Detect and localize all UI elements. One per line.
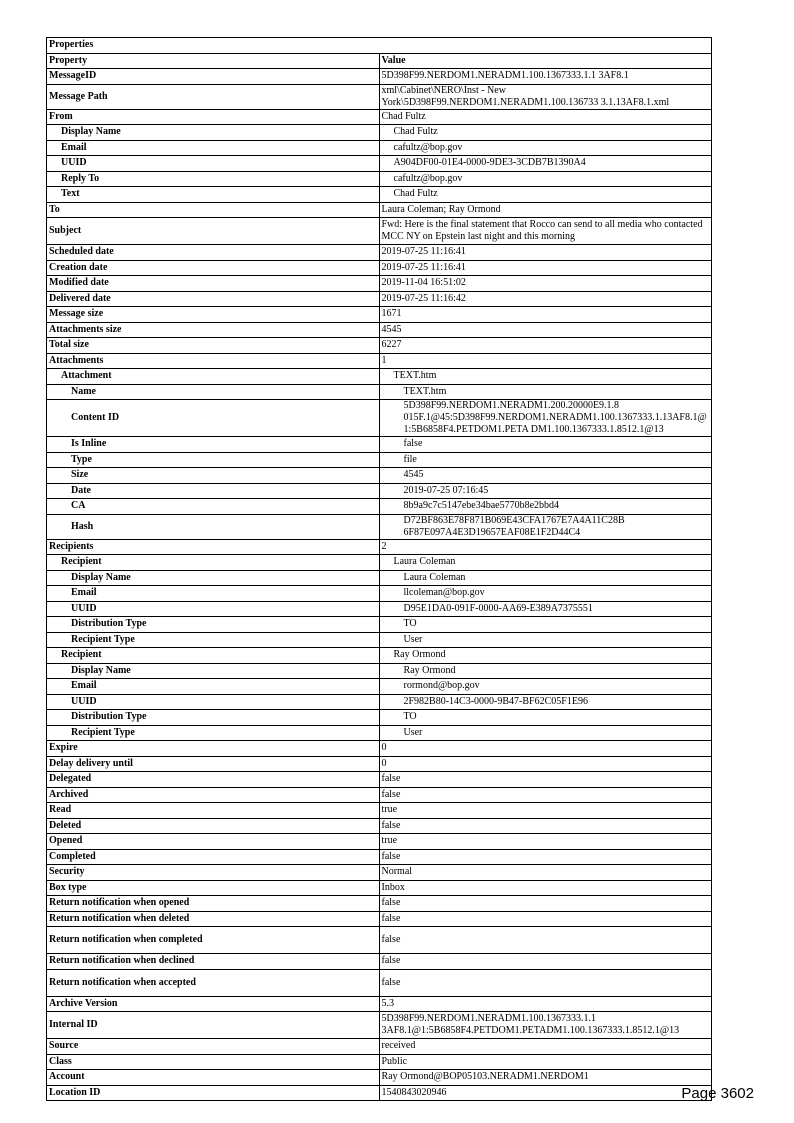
- properties-table-body: [47, 38, 712, 1101]
- property-name: Recipient Type: [47, 632, 380, 648]
- property-name: Size: [47, 468, 380, 484]
- page-number: Page 3602: [681, 1085, 754, 1102]
- table-row: [47, 1054, 712, 1070]
- property-name: Text: [47, 187, 380, 203]
- table-row: [47, 586, 712, 602]
- property-name: Class: [47, 1054, 380, 1070]
- property-name: Distribution Type: [47, 617, 380, 633]
- table-title: Properties: [47, 38, 712, 54]
- property-name: Archived: [47, 787, 380, 803]
- property-name: UUID: [47, 694, 380, 710]
- property-name: Display Name: [47, 570, 380, 586]
- property-name: Scheduled date: [47, 245, 380, 261]
- property-value: xml\Cabinet\NERO\Inst - New York\5D398F99.NERDOM1.NERADM1.100.136733 3.1.13AF8.1.xml: [379, 84, 712, 109]
- property-name: Hash: [47, 514, 380, 539]
- property-name: Attachment: [47, 369, 380, 385]
- property-name: Box type: [47, 880, 380, 896]
- property-name: Modified date: [47, 276, 380, 292]
- property-name: UUID: [47, 601, 380, 617]
- table-row: [47, 741, 712, 757]
- property-name: UUID: [47, 156, 380, 172]
- table-row: [47, 911, 712, 927]
- property-name: Total size: [47, 338, 380, 354]
- property-name: MessageID: [47, 69, 380, 85]
- table-row: [47, 156, 712, 172]
- property-name: Recipient: [47, 648, 380, 664]
- property-value: false: [379, 849, 712, 865]
- column-header-value: Value: [379, 53, 712, 69]
- table-row: [47, 710, 712, 726]
- table-row: [47, 338, 712, 354]
- column-header-property: Property: [47, 53, 380, 69]
- property-name: Name: [47, 384, 380, 400]
- property-value: Laura Coleman; Ray Ormond: [379, 202, 712, 218]
- table-row: [47, 896, 712, 912]
- property-name: Return notification when completed: [47, 927, 380, 954]
- table-row: [47, 276, 712, 292]
- property-value: 4545: [379, 322, 712, 338]
- property-name: Source: [47, 1039, 380, 1055]
- property-value: 0: [379, 741, 712, 757]
- property-name: Distribution Type: [47, 710, 380, 726]
- property-name: Is Inline: [47, 437, 380, 453]
- property-value: 2: [379, 539, 712, 555]
- property-value: TO: [379, 710, 712, 726]
- table-row: [47, 539, 712, 555]
- property-value: cafultz@bop.gov: [379, 140, 712, 156]
- property-name: Attachments: [47, 353, 380, 369]
- table-row: [47, 756, 712, 772]
- property-name: Internal ID: [47, 1012, 380, 1039]
- table-row: [47, 69, 712, 85]
- property-value: Ray Ormond: [379, 648, 712, 664]
- table-row: [47, 880, 712, 896]
- property-name: Return notification when declined: [47, 954, 380, 970]
- property-value: Laura Coleman: [379, 555, 712, 571]
- property-name: From: [47, 109, 380, 125]
- property-value: Inbox: [379, 880, 712, 896]
- properties-table: [46, 37, 712, 1101]
- property-name: Display Name: [47, 663, 380, 679]
- table-row: [47, 787, 712, 803]
- property-name: Location ID: [47, 1085, 380, 1101]
- property-value: cafultz@bop.gov: [379, 171, 712, 187]
- table-row: [47, 125, 712, 141]
- property-value: 5D398F99.NERDOM1.NERADM1.100.1367333.1.1 3AF8.1: [379, 69, 712, 85]
- property-value: 1: [379, 353, 712, 369]
- property-name: Completed: [47, 849, 380, 865]
- property-value: Chad Fultz: [379, 109, 712, 125]
- table-row: [47, 218, 712, 245]
- property-value: Laura Coleman: [379, 570, 712, 586]
- table-title-row: [47, 38, 712, 54]
- property-value: 5D398F99.NERDOM1.NERADM1.200.20000E9.1.8 015F.1@45:5D398F99.NERDOM1.NERADM1.100.1367333.1.13AF8.1@1:5B6858F4.PETDOM1.PETA DM1.100.1367333.1.8512.1@13: [379, 400, 712, 437]
- property-value: false: [379, 818, 712, 834]
- property-value: 2F982B80-14C3-0000-9B47-BF62C05F1E96: [379, 694, 712, 710]
- table-row: [47, 1012, 712, 1039]
- property-name: Delivered date: [47, 291, 380, 307]
- property-name: Message size: [47, 307, 380, 323]
- table-row: [47, 663, 712, 679]
- property-value: TO: [379, 617, 712, 633]
- table-row: [47, 679, 712, 695]
- property-name: Archive Version: [47, 996, 380, 1012]
- table-row: [47, 353, 712, 369]
- property-value: false: [379, 969, 712, 996]
- table-row: [47, 834, 712, 850]
- property-value: TEXT.htm: [379, 384, 712, 400]
- table-row: [47, 632, 712, 648]
- property-value: Fwd: Here is the final statement that Rocco can send to all media who contacted MCC NY on Epstein last night and this morning: [379, 218, 712, 245]
- table-row: [47, 140, 712, 156]
- property-name: Recipients: [47, 539, 380, 555]
- property-value: 6227: [379, 338, 712, 354]
- property-value: 2019-07-25 11:16:41: [379, 260, 712, 276]
- table-row: [47, 996, 712, 1012]
- property-value: received: [379, 1039, 712, 1055]
- property-value: 1671: [379, 307, 712, 323]
- property-value: 4545: [379, 468, 712, 484]
- property-name: Expire: [47, 741, 380, 757]
- table-row: [47, 452, 712, 468]
- property-name: Type: [47, 452, 380, 468]
- property-value: false: [379, 911, 712, 927]
- property-name: Content ID: [47, 400, 380, 437]
- property-name: Reply To: [47, 171, 380, 187]
- table-row: [47, 694, 712, 710]
- table-row: [47, 437, 712, 453]
- property-name: Account: [47, 1070, 380, 1086]
- table-row: [47, 499, 712, 515]
- property-value: TEXT.htm: [379, 369, 712, 385]
- property-name: Email: [47, 586, 380, 602]
- property-value: llcoleman@bop.gov: [379, 586, 712, 602]
- table-row: [47, 1070, 712, 1086]
- property-name: Message Path: [47, 84, 380, 109]
- property-name: Delegated: [47, 772, 380, 788]
- table-row: [47, 617, 712, 633]
- property-name: Email: [47, 679, 380, 695]
- table-row: [47, 648, 712, 664]
- property-value: Ray Ormond: [379, 663, 712, 679]
- property-value: 5D398F99.NERDOM1.NERADM1.100.1367333.1.1 3AF8.1@1:5B6858F4.PETDOM1.PETADM1.100.1367333.1.8512.1@13: [379, 1012, 712, 1039]
- table-row: [47, 400, 712, 437]
- property-name: Deleted: [47, 818, 380, 834]
- property-value: 2019-11-04 16:51:02: [379, 276, 712, 292]
- property-name: To: [47, 202, 380, 218]
- property-name: Display Name: [47, 125, 380, 141]
- property-value: Ray Ormond@BOP05103.NERADM1.NERDOM1: [379, 1070, 712, 1086]
- property-value: 1540843020946: [379, 1085, 712, 1101]
- table-row: [47, 865, 712, 881]
- property-name: Attachments size: [47, 322, 380, 338]
- table-row: [47, 927, 712, 954]
- property-value: false: [379, 772, 712, 788]
- property-value: false: [379, 954, 712, 970]
- table-row: [47, 384, 712, 400]
- table-row: [47, 570, 712, 586]
- table-row: [47, 369, 712, 385]
- table-row: [47, 555, 712, 571]
- table-row: [47, 322, 712, 338]
- property-value: false: [379, 927, 712, 954]
- property-value: 0: [379, 756, 712, 772]
- table-row: [47, 245, 712, 261]
- table-row: [47, 849, 712, 865]
- property-value: User: [379, 632, 712, 648]
- table-row: [47, 291, 712, 307]
- table-row: [47, 514, 712, 539]
- property-value: 5.3: [379, 996, 712, 1012]
- table-row: [47, 818, 712, 834]
- property-value: Normal: [379, 865, 712, 881]
- table-row: [47, 725, 712, 741]
- property-value: true: [379, 803, 712, 819]
- table-row: [47, 803, 712, 819]
- property-name: Email: [47, 140, 380, 156]
- table-row: [47, 969, 712, 996]
- table-row: [47, 187, 712, 203]
- property-value: User: [379, 725, 712, 741]
- property-name: Recipient Type: [47, 725, 380, 741]
- property-name: Return notification when accepted: [47, 969, 380, 996]
- table-row: [47, 954, 712, 970]
- table-row: [47, 601, 712, 617]
- property-name: Delay delivery until: [47, 756, 380, 772]
- table-row: [47, 202, 712, 218]
- property-value: false: [379, 787, 712, 803]
- property-value: D72BF863E78F871B069E43CFA1767E7A4A11C28B 6F87E097A4E3D19657EAF08E1F2D44C4: [379, 514, 712, 539]
- property-value: 2019-07-25 11:16:41: [379, 245, 712, 261]
- property-name: Creation date: [47, 260, 380, 276]
- table-row: [47, 260, 712, 276]
- property-value: true: [379, 834, 712, 850]
- table-row: [47, 171, 712, 187]
- table-row: [47, 468, 712, 484]
- property-value: 2019-07-25 07:16:45: [379, 483, 712, 499]
- property-name: Read: [47, 803, 380, 819]
- property-name: CA: [47, 499, 380, 515]
- property-value: Public: [379, 1054, 712, 1070]
- property-value: Chad Fultz: [379, 187, 712, 203]
- property-value: false: [379, 437, 712, 453]
- property-value: rormond@bop.gov: [379, 679, 712, 695]
- table-row: [47, 1039, 712, 1055]
- property-value: Chad Fultz: [379, 125, 712, 141]
- property-value: 8b9a9c7c5147ebe34bae5770b8e2bbd4: [379, 499, 712, 515]
- table-row: [47, 84, 712, 109]
- property-name: Return notification when opened: [47, 896, 380, 912]
- table-row: [47, 109, 712, 125]
- property-name: Recipient: [47, 555, 380, 571]
- property-value: false: [379, 896, 712, 912]
- property-name: Security: [47, 865, 380, 881]
- property-name: Date: [47, 483, 380, 499]
- table-row: [47, 307, 712, 323]
- table-row: [47, 483, 712, 499]
- property-name: Subject: [47, 218, 380, 245]
- property-value: 2019-07-25 11:16:42: [379, 291, 712, 307]
- property-value: D95E1DA0-091F-0000-AA69-E389A7375551: [379, 601, 712, 617]
- property-value: file: [379, 452, 712, 468]
- property-name: Return notification when deleted: [47, 911, 380, 927]
- property-value: A904DF00-01E4-0000-9DE3-3CDB7B1390A4: [379, 156, 712, 172]
- property-name: Opened: [47, 834, 380, 850]
- table-row: [47, 1085, 712, 1101]
- table-header-row: [47, 53, 712, 69]
- table-row: [47, 772, 712, 788]
